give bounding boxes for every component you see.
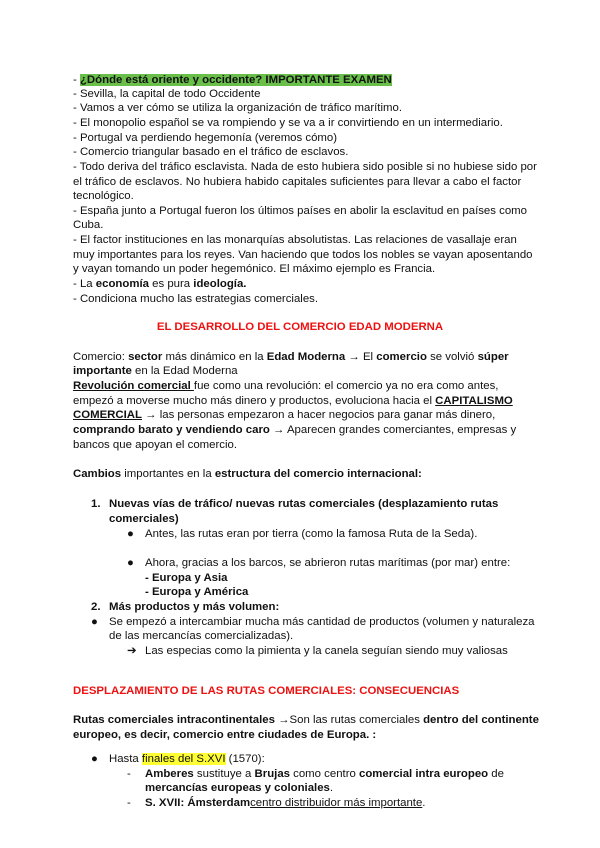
intro-line-1: - Sevilla, la capital de todo Occidente	[73, 88, 261, 100]
rutas-paragraph-line-2: europeo, es decir, comercio entre ciudades de Europa. :	[73, 729, 377, 741]
bullet-dot-icon: ●	[127, 557, 134, 569]
arrow-item-especias: ➔ Las especias como la pimienta y la canela seguían siendo muy valiosas	[127, 645, 508, 657]
intro-line-4: - Portugal va perdiendo hegemonía (veremos cómo)	[73, 132, 338, 144]
intro-line-8a: - El factor instituciones en las monarquías absolutistas. Las relaciones de vasallaje eran	[73, 234, 517, 246]
arrow-right-icon: ➔	[127, 645, 137, 657]
revolucion-paragraph-line-1: Revolución comercial fue como una revolución: el comercio ya no era como antes,	[73, 380, 499, 392]
intro-line-8c: y vayan tomando un poder hegemónico. El máximo ejemplo es Francia.	[73, 263, 436, 275]
revolucion-paragraph-line-5: bancos que apoyan el comercio.	[73, 439, 238, 451]
bullet-item-productos: ● Se empezó a intercambiar mucha más cantidad de productos (volumen y naturaleza	[91, 616, 535, 628]
bullet-dot-icon: ●	[91, 753, 98, 765]
bullet-item-productos-cont: de las mercancías comercializadas).	[109, 630, 294, 642]
dash-marker-icon: -	[127, 768, 131, 780]
cambios-paragraph: Cambios importantes en la estructura del comercio internacional:	[73, 468, 422, 480]
intro-line-10: - Condiciona mucho las estrategias comerciales.	[73, 293, 319, 305]
dash-item-amberes-cont: mercancías europeas y coloniales.	[145, 782, 334, 794]
intro-line-6b: el tráfico de esclavos. No hubiera habido capitales suficientes para llevar a cabo el factor	[73, 176, 522, 188]
intro-line-9: - La economía es pura ideología.	[73, 278, 247, 290]
comercio-paragraph-line-2: importante en la Edad Moderna	[73, 365, 238, 377]
dash-item-amberes: - Amberes sustituye a Brujas como centro comercial intra europeo de	[127, 768, 504, 780]
exam-question-highlight: ¿Dónde está oriente y occidente? IMPORTANTE EXAMEN	[79, 74, 392, 86]
rutas-paragraph-line-1: Rutas comerciales intracontinentales →Son las rutas comerciales dentro del continente	[73, 714, 539, 726]
intro-line-7b: Cuba.	[73, 219, 104, 231]
dash-item-amsterdam: - S. XVII: Ámsterdamcentro distribuidor más importante.	[127, 797, 426, 809]
intro-line-5: - Comercio triangular basado en el tráfico de esclavos.	[73, 146, 349, 158]
revolucion-paragraph-line-4: comprando barato y vendiendo caro → Aparecen grandes comerciantes, empresas y	[73, 424, 517, 436]
bullet-dash: -	[73, 74, 80, 86]
bullet-dot-icon: ●	[127, 528, 134, 540]
bullet-dot-icon: ●	[91, 616, 98, 628]
section-heading-desarrollo: EL DESARROLLO DEL COMERCIO EDAD MODERNA	[156, 321, 444, 333]
revolucion-paragraph-line-2: empezó a moverse mucho más dinero y productos, evoluciona hacia el CAPITALISMO	[73, 395, 513, 407]
section-heading-desplazamiento: DESPLAZAMIENTO DE LAS RUTAS COMERCIALES: CONSECUENCIAS	[73, 685, 460, 697]
intro-line-3: - El monopolio español se va rompiendo y se va a ir convirtiendo en un intermediario.	[73, 117, 503, 129]
numbered-item-2: 2. Más productos y más volumen:	[91, 601, 280, 613]
bullet-item-antes: ● Antes, las rutas eran por tierra (como la famosa Ruta de la Seda).	[127, 528, 478, 540]
dash-marker-icon: -	[127, 797, 131, 809]
intro-question-line	[73, 73, 392, 87]
intro-line-7a: - España junto a Portugal fueron los últimos países en abolir la esclavitud en países como	[73, 205, 527, 217]
numbered-item-1-cont: comerciales)	[109, 513, 179, 525]
bullet-item-ahora: ● Ahora, gracias a los barcos, se abrieron rutas marítimas (por mar) entre:	[127, 557, 511, 569]
sub-item-europa-america: - Europa y América	[145, 586, 249, 598]
numbered-item-1: 1. Nuevas vías de tráfico/ nuevas rutas comerciales (desplazamiento rutas	[91, 498, 499, 510]
intro-line-6a: - Todo deriva del tráfico esclavista. Nada de esto hubiera sido posible si no hubiese sido por	[73, 161, 537, 173]
sub-item-europa-asia: - Europa y Asia	[145, 572, 228, 584]
intro-line-8b: muy importantes para los reyes. Van haciendo que todos los nobles se vayan aposentando	[73, 249, 533, 261]
revolucion-paragraph-line-3: COMERCIAL → las personas empezaron a hacer negocios para ganar más dinero,	[73, 409, 496, 421]
intro-line-6c: tecnológico.	[73, 190, 134, 202]
comercio-paragraph-line-1: Comercio: sector más dinámico en la Edad Moderna → El comercio se volvió súper	[73, 351, 509, 363]
intro-line-2: - Vamos a ver cómo se utiliza la organización de tráfico marítimo.	[73, 102, 402, 114]
bullet-item-hasta: ● Hasta finales del S.XVI (1570):	[91, 753, 265, 765]
